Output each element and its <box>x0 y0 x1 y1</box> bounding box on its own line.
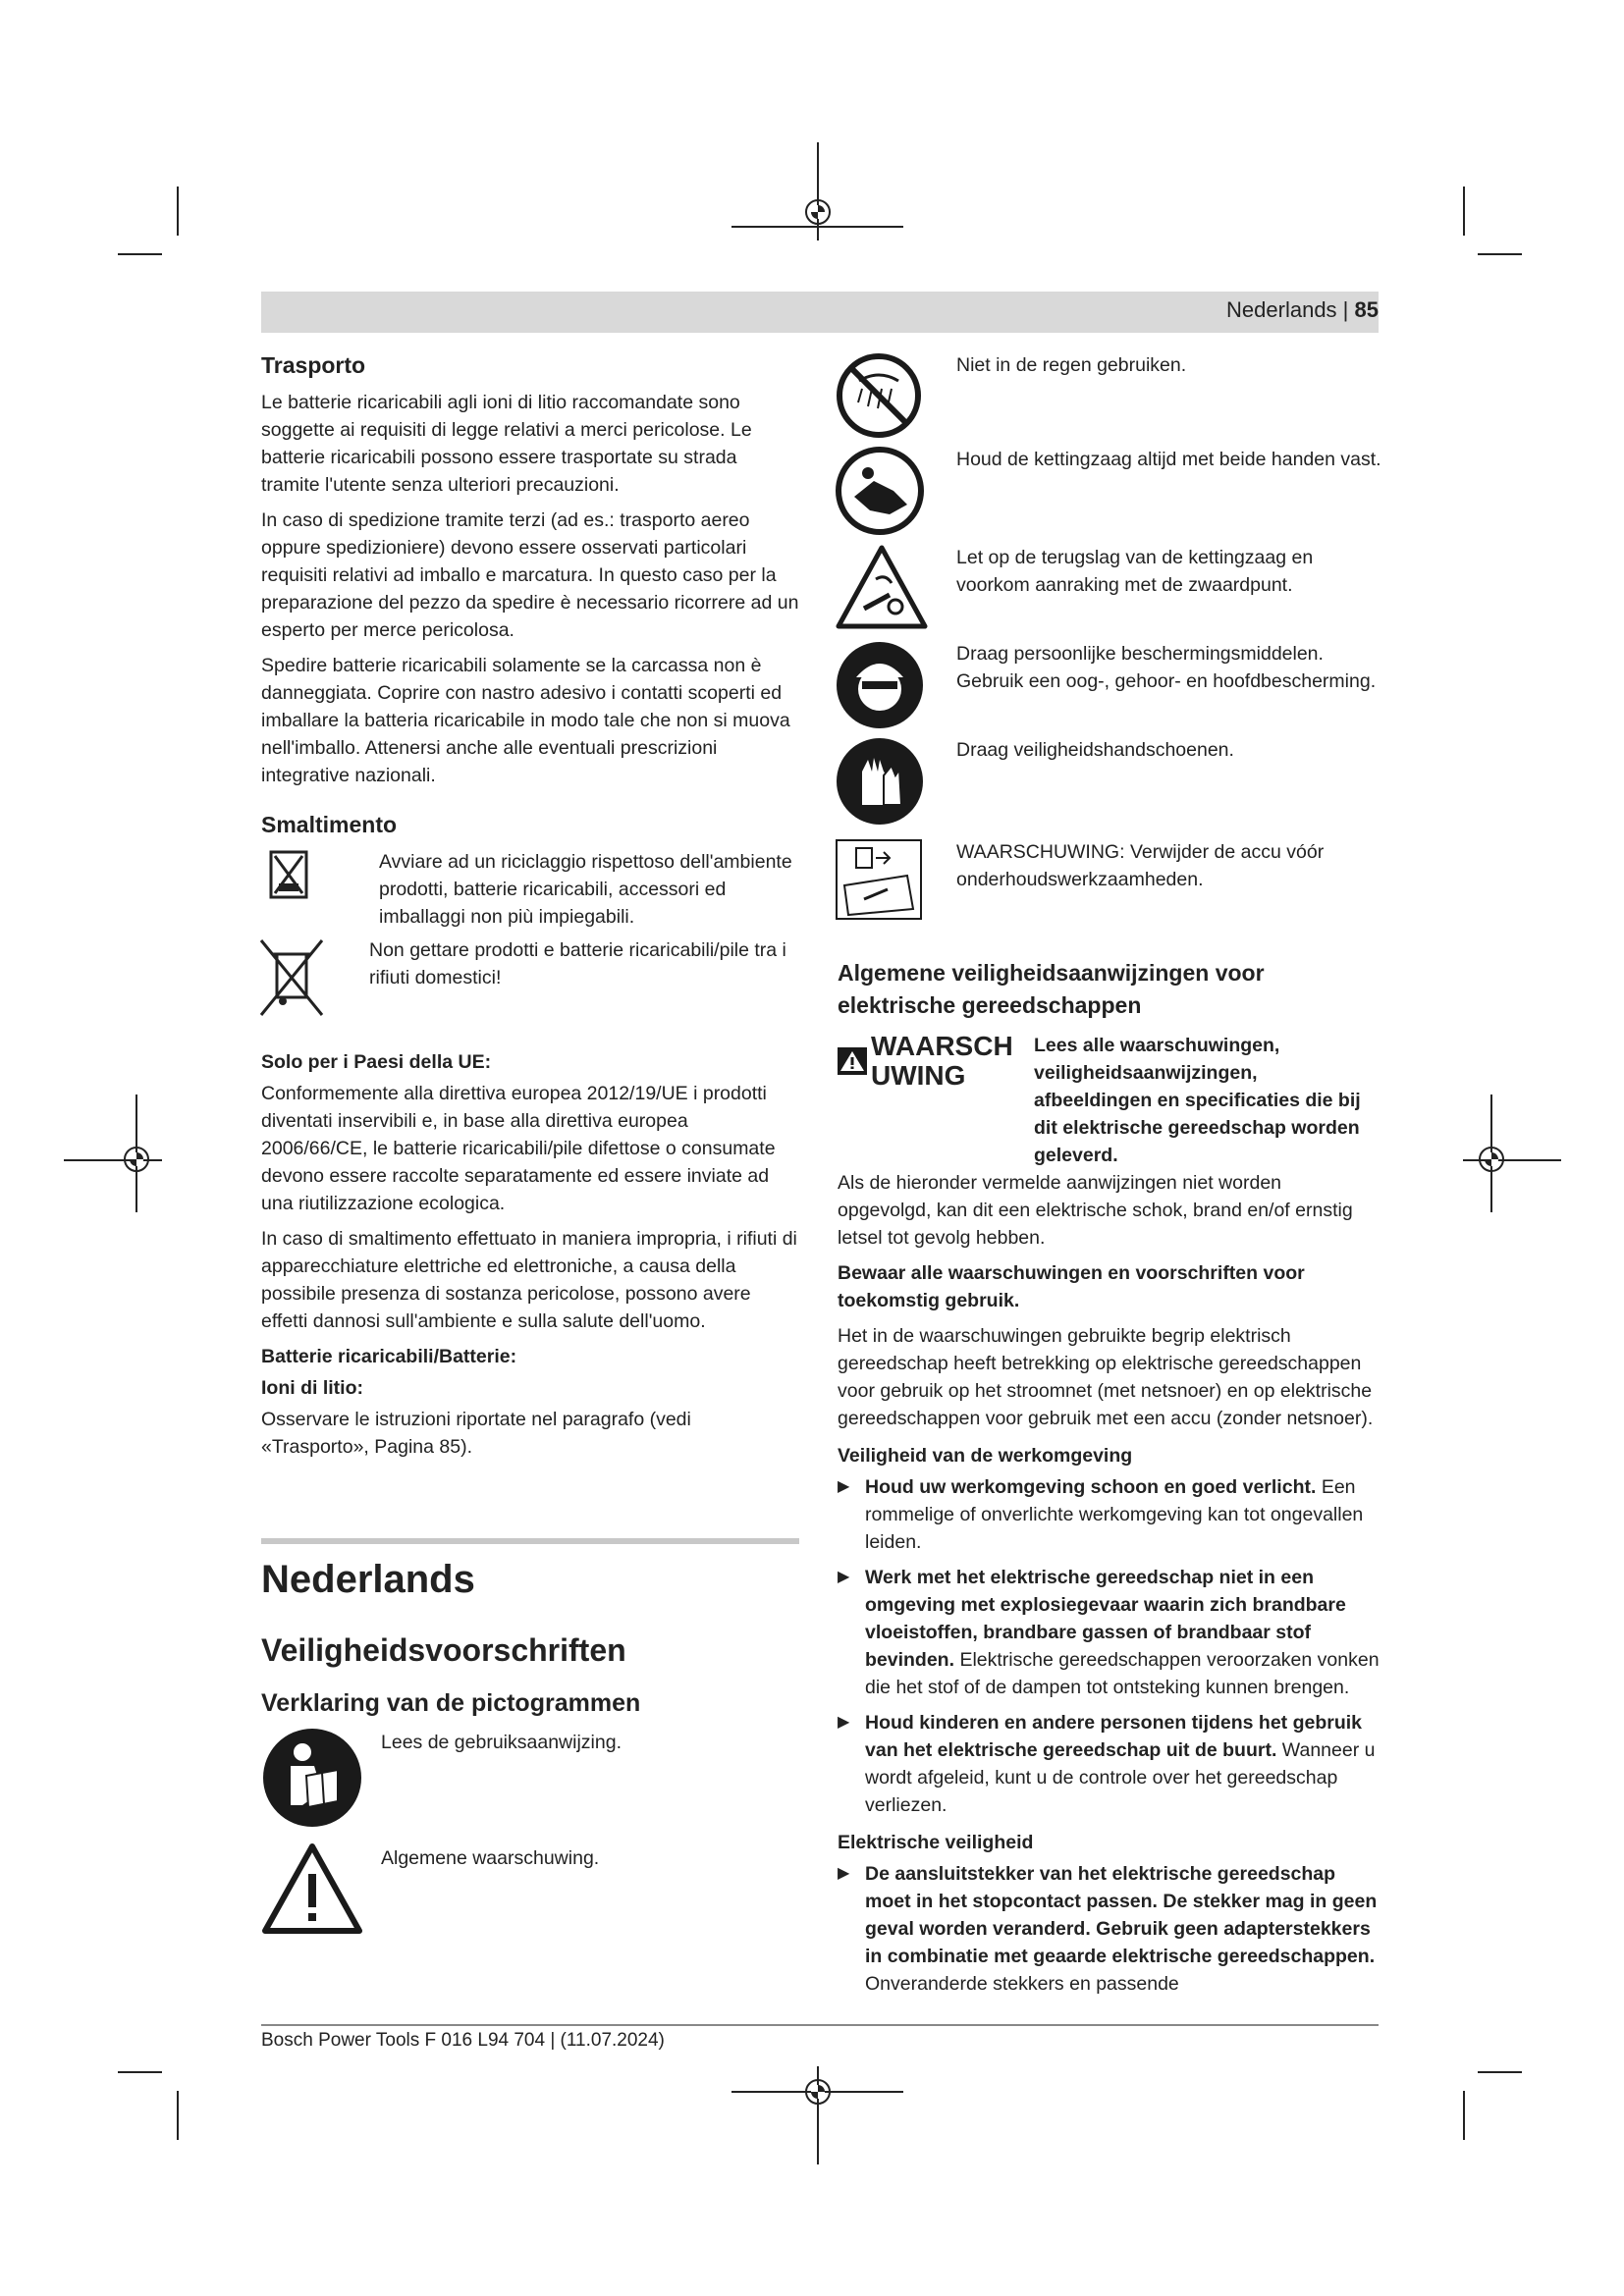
crop-mark <box>1463 187 1465 236</box>
registration-mark-icon <box>124 1147 149 1172</box>
pictogram-text: Lees de gebruiksaanwijzing. <box>381 1732 622 1753</box>
transport-heading: Trasporto <box>261 352 366 378</box>
pictogram-row <box>835 351 1384 446</box>
warning-label-text: WAARSCHUWING <box>871 1031 1013 1091</box>
list-item: ▶ Werk met het elektrische gereedschap niet in een omgeving met explosiegevaar waarin zich brandbare vloeistoffen, brandbare gassen of brandbaar stof bevinden. Elektrische gereedschappen veroorzaken vonken die het stof of de dampen tot ontsteking kunnen brengen. <box>838 1564 1380 1701</box>
registration-mark-icon <box>805 2079 831 2105</box>
warning-bold-text <box>1034 1032 1380 1169</box>
list-item: ▶ De aansluitstekker van het elektrische gereedschap moet in het stopcontact passen. De stekker mag in geen geval worden veranderd. Gebruik geen adapterstekkers in combinatie met geaarde elektrische gereedschappen. Onveranderde stekkers en passende <box>838 1860 1380 1998</box>
transport-paragraph: Le batterie ricaricabili agli ioni di litio raccomandate sono soggette ai requisiti di legge relativi a merci pericolose. Le batterie ricaricabili possono essere trasportate su strada tramite l'utente senza ulteriori precauzioni. <box>261 392 752 496</box>
eu-heading: Solo per i Paesi della UE: <box>261 1051 492 1073</box>
right-column <box>838 957 1380 2005</box>
right-pictograms <box>835 351 1384 923</box>
footer-rule <box>261 2024 1379 2026</box>
registration-mark-icon <box>1479 1147 1504 1172</box>
pictogram-text: Draag veiligheidshandschoenen. <box>956 739 1234 761</box>
language-title: Nederlands <box>261 1558 475 1601</box>
pictogram-heading: Verklaring van de pictogrammen <box>261 1689 641 1717</box>
two-hands-icon <box>835 446 925 536</box>
safety-title: Veiligheidsvoorschriften <box>261 1632 626 1668</box>
term-paragraph: Het in de waarschuwingen gebruikte begrip elektrisch gereedschap heeft betrekking op elektrische gereedschappen voor gebruik op het stroomnet (met netsnoer) en op elektrische gereedschappen voor gebruik met een accu (zonder netsnoer). <box>838 1325 1374 1429</box>
crop-mark <box>1463 1159 1561 1161</box>
pictogram-row <box>261 1842 799 1937</box>
pictogram-row <box>835 544 1384 640</box>
electrical-heading: Elektrische veiligheid <box>838 1832 1034 1853</box>
warning-triangle-icon <box>838 1047 867 1075</box>
transport-paragraph: In caso di spedizione tramite terzi (ad es.: trasporto aereo oppure spedizioniere) devono essere osservati particolari requisiti relativi ad imballo e marcatura. In questo caso per la preparazione del pezzo da spedire è necessario ricorrere ad un esperto per merce pericolosa. <box>261 509 799 641</box>
pictogram-row <box>835 640 1384 736</box>
section-rule <box>261 1538 799 1544</box>
crop-mark <box>118 2071 162 2073</box>
page-header: Nederlands | 85 <box>1226 297 1379 322</box>
pictogram-row <box>835 736 1384 838</box>
keep-instructions: Bewaar alle waarschuwingen en voorschriften voor toekomstig gebruik. <box>838 1262 1305 1311</box>
list-item: ▶ Houd uw werkomgeving schoon en goed verlicht. Een rommelige of onverlichte werkomgeving kan tot ongevallen leiden. <box>838 1473 1380 1556</box>
warning-paragraph: Als de hieronder vermelde aanwijzingen niet worden opgevolgd, kan dit een elektrische schok, brand en/of ernstig letsel tot gevolg hebben. <box>838 1172 1353 1249</box>
work-area-list <box>838 1473 1380 1819</box>
work-area-heading: Veiligheid van de werkomgeving <box>838 1445 1133 1467</box>
disposal-item <box>261 936 799 1019</box>
crop-mark <box>731 226 903 228</box>
pictogram-text: Algemene waarschuwing. <box>381 1847 600 1869</box>
liion-paragraph: Osservare le istruzioni riportate nel paragrafo (vedi «Trasporto», Pagina 85). <box>261 1409 691 1458</box>
warning-triangle-icon <box>261 1842 363 1937</box>
read-manual-icon <box>261 1727 363 1829</box>
warning-block <box>838 1032 1380 1169</box>
page-footer: Bosch Power Tools F 016 L94 704 | (11.07.2024) <box>261 2030 665 2051</box>
pictogram-text: Niet in de regen gebruiken. <box>956 354 1187 376</box>
general-safety-heading: Algemene veiligheidsaanwijzingen voor elektrische gereedschappen <box>838 960 1265 1018</box>
list-item: ▶ Houd kinderen en andere personen tijdens het gebruik van het elektrische gereedschap uit de buurt. Wanneer u wordt afgeleid, kunt u de controle over het gereedschap verliezen. <box>838 1709 1380 1819</box>
pictogram-text: Houd de kettingzaag altijd met beide handen vast. <box>956 449 1381 470</box>
batteries-heading: Batterie ricaricabili/Batterie: <box>261 1346 517 1367</box>
transport-paragraph: Spedire batterie ricaricabili solamente se la carcassa non è danneggiata. Coprire con nastro adesivo i contatti scoperti ed imballare la batteria ricaricabile in modo tale che non si muova nell'imballo. Attenersi anche alle eventuali prescrizioni integrative nazionali. <box>261 655 790 786</box>
crop-mark <box>1478 2071 1522 2073</box>
header-section: Nederlands <box>1226 297 1337 322</box>
crop-mark <box>118 253 162 255</box>
remove-battery-icon <box>835 838 923 921</box>
kickback-warning-icon <box>835 544 929 630</box>
recycle-box-icon <box>267 848 310 903</box>
crop-mark <box>177 2091 179 2140</box>
pictogram-row <box>261 1727 799 1829</box>
crop-mark <box>1478 253 1522 255</box>
header-bar <box>261 292 1379 333</box>
disposal-heading: Smaltimento <box>261 812 398 837</box>
protective-gear-icon <box>835 640 925 730</box>
pictogram-row <box>835 446 1384 544</box>
warning-label <box>838 1032 1034 1091</box>
gloves-icon <box>835 736 925 827</box>
pictogram-text: Let op de terugslag van de kettingzaag en voorkom aanraking met de zwaardpunt. <box>956 547 1314 596</box>
left-column-lower <box>261 1556 799 1937</box>
crossed-bin-icon <box>257 936 326 1019</box>
crop-mark <box>177 187 179 236</box>
no-rain-icon <box>835 351 923 440</box>
page-number: 85 <box>1354 297 1379 322</box>
liion-heading: Ioni di litio: <box>261 1377 363 1399</box>
registration-mark-icon <box>805 199 831 225</box>
eu-paragraph: In caso di smaltimento effettuato in maniera impropria, i rifiuti di apparecchiature elettriche ed elettroniche, a causa della possibile presenza di sostanza pericolose, possono avere effetti dannosi sull'ambiente e sulla salute dell'uomo. <box>261 1228 797 1332</box>
left-column <box>261 351 799 1468</box>
electrical-list <box>838 1860 1380 1998</box>
pictogram-text: Draag persoonlijke beschermingsmiddelen. Gebruik een oog-, gehoor- en hoofdbescherming. <box>956 643 1377 692</box>
disposal-item <box>261 848 799 931</box>
pictogram-text: WAARSCHUWING: Verwijder de accu vóór onderhoudswerkzaamheden. <box>956 841 1325 890</box>
disposal-text: Non gettare prodotti e batterie ricaricabili/pile tra i rifiuti domestici! <box>369 939 786 988</box>
disposal-text: Avviare ad un riciclaggio rispettoso dell'ambiente prodotti, batterie ricaricabili, accessori ed imballaggi non più impiegabili. <box>379 851 792 928</box>
pictogram-row <box>835 838 1384 923</box>
warning-bold: Lees alle waarschuwingen, veiligheidsaanwijzingen, afbeeldingen en specificaties die bij dit elektrische gereedschap worden geleverd. <box>1034 1035 1361 1166</box>
crop-mark <box>1463 2091 1465 2140</box>
eu-paragraph: Conformemente alla direttiva europea 2012/19/UE i prodotti diventati inservibili e, in base alla direttiva europea 2006/66/CE, le batterie ricaricabili/pile difettose o consumate devono essere raccolte separatamente ed essere inviate ad una riutilizzazione ecologica. <box>261 1083 776 1214</box>
